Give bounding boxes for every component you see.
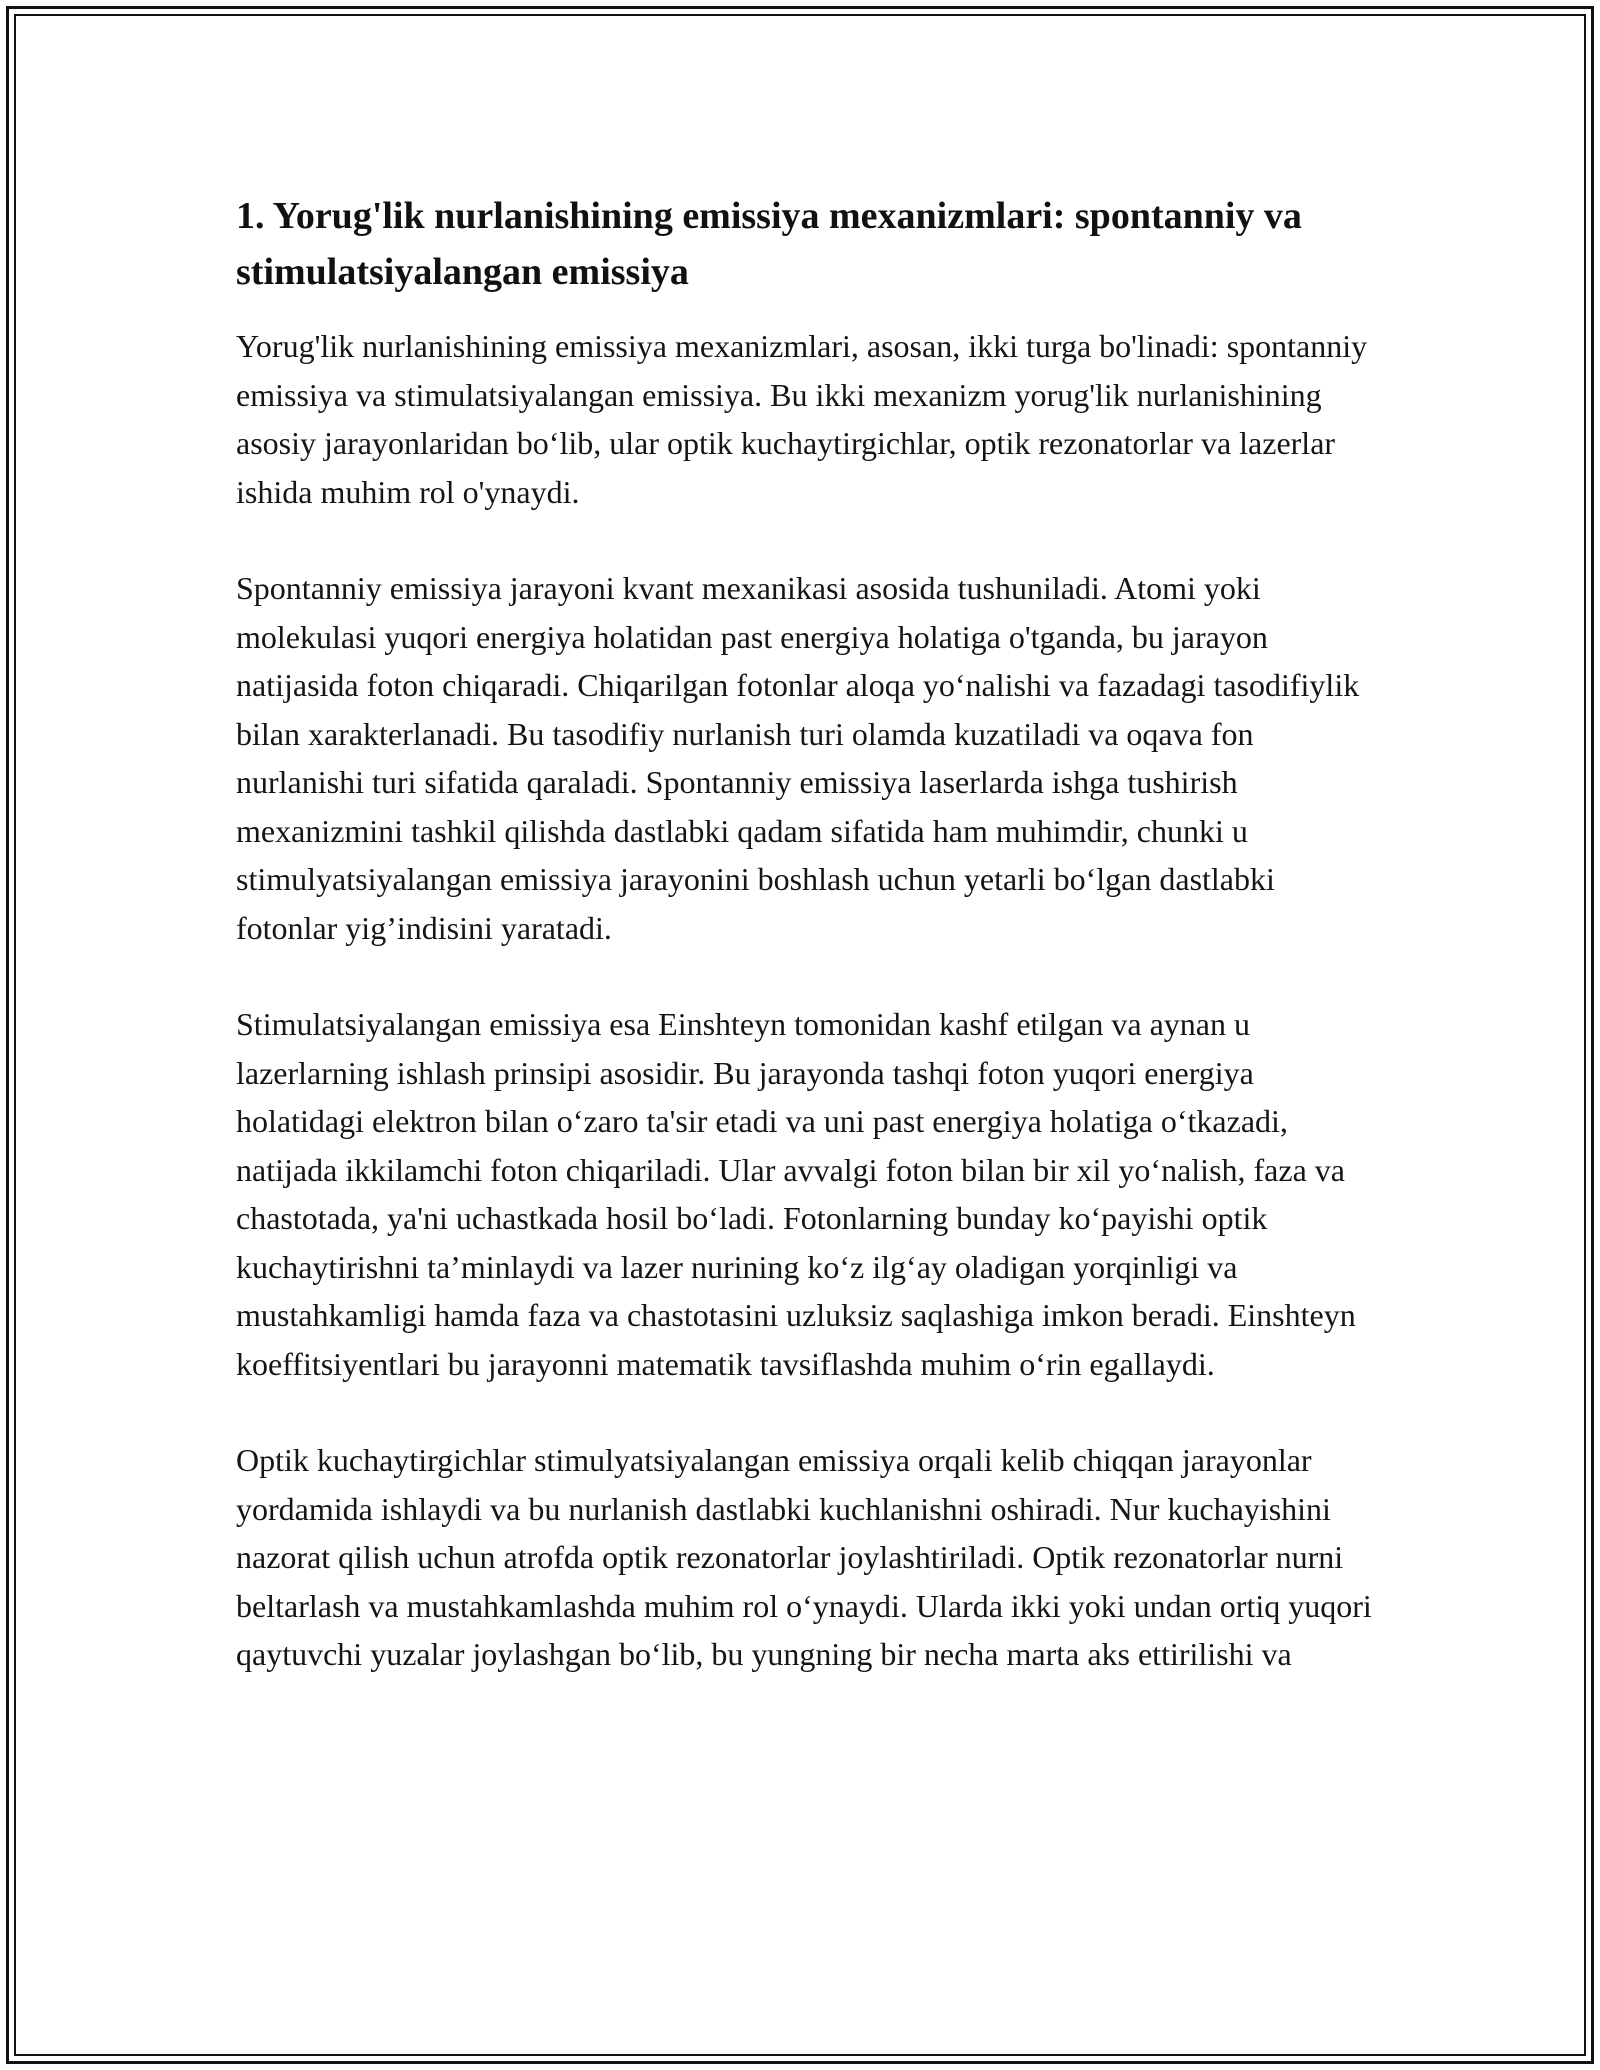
paragraph-intro: Yorug'lik nurlanishining emissiya mexanizmlari, asosan, ikki turga bo'linadi: spontanniy emissiya va stimulatsiyalangan emissiya. Bu ikki mexanizm yorug'lik nurlanishining asosiy jarayonlaridan bo‘lib, ular optik kuchaytirgichlar, optik rezonatorlar va lazerlar ishida muhim rol o'ynaydi. <box>236 328 1368 510</box>
paragraph-optical-amplifiers: Optik kuchaytirgichlar stimulyatsiyalangan emissiya orqali kelib chiqqan jarayonlar yordamida ishlaydi va bu nurlanish dastlabki kuchlanishni oshiradi. Nur kuchayishini nazorat qilish uchun atrofda optik rezonatorlar joylashtiriladi. Optik rezonatorlar nurni beltarlash va mustahkamlashda muhim rol o‘ynaydi. Ularda ikki yoki undan ortiq yuqori qaytuvchi yuzalar joylashgan bo‘lib, bu yungning bir necha marta aks ettirilishi va <box>236 1442 1372 1672</box>
section-heading: 1. Yorug'lik nurlanishining emissiya mexanizmlari: spontanniy va stimulatsiyalangan emissiya <box>236 195 1302 293</box>
document-body <box>236 188 1376 1727</box>
paragraph-spontaneous-emission: Spontanniy emissiya jarayoni kvant mexanikasi asosida tushuniladi. Atomi yoki molekulasi yuqori energiya holatidan past energiya holatiga o'tganda, bu jarayon natijasida foton chiqaradi. Chiqarilgan fotonlar aloqa yo‘nalishi va fazadagi tasodifiylik bilan xarakterlanadi. Bu tasodifiy nurlanish turi olamda kuzatiladi va oqava fon nurlanishi turi sifatida qaraladi. Spontanniy emissiya laserlarda ishga tushirish mexanizmini tashkil qilishda dastlabki qadam sifatida ham muhimdir, chunki u stimulyatsiyalangan emissiya jarayonini boshlash uchun yetarli bo‘lgan dastlabki fotonlar yig’indisini yaratadi. <box>236 570 1360 946</box>
paragraph-stimulated-emission: Stimulatsiyalangan emissiya esa Einshteyn tomonidan kashf etilgan va aynan u lazerlarning ishlash prinsipi asosidir. Bu jarayonda tashqi foton yuqori energiya holatidagi elektron bilan o‘zaro ta'sir etadi va uni past energiya holatiga o‘tkazadi, natijada ikkilamchi foton chiqariladi. Ular avvalgi foton bilan bir xil yo‘nalish, faza va chastotada, ya'ni uchastkada hosil bo‘ladi. Fotonlarning bunday ko‘payishi optik kuchaytirishni ta’minlaydi va lazer nurining ko‘z ilg‘ay oladigan yorqinligi va mustahkamligi hamda faza va chastotasini uzluksiz saqlashiga imkon beradi. Einshteyn koeffitsiyentlari bu jarayonni matematik tavsiflashda muhim o‘rin egallaydi. <box>236 1006 1356 1382</box>
